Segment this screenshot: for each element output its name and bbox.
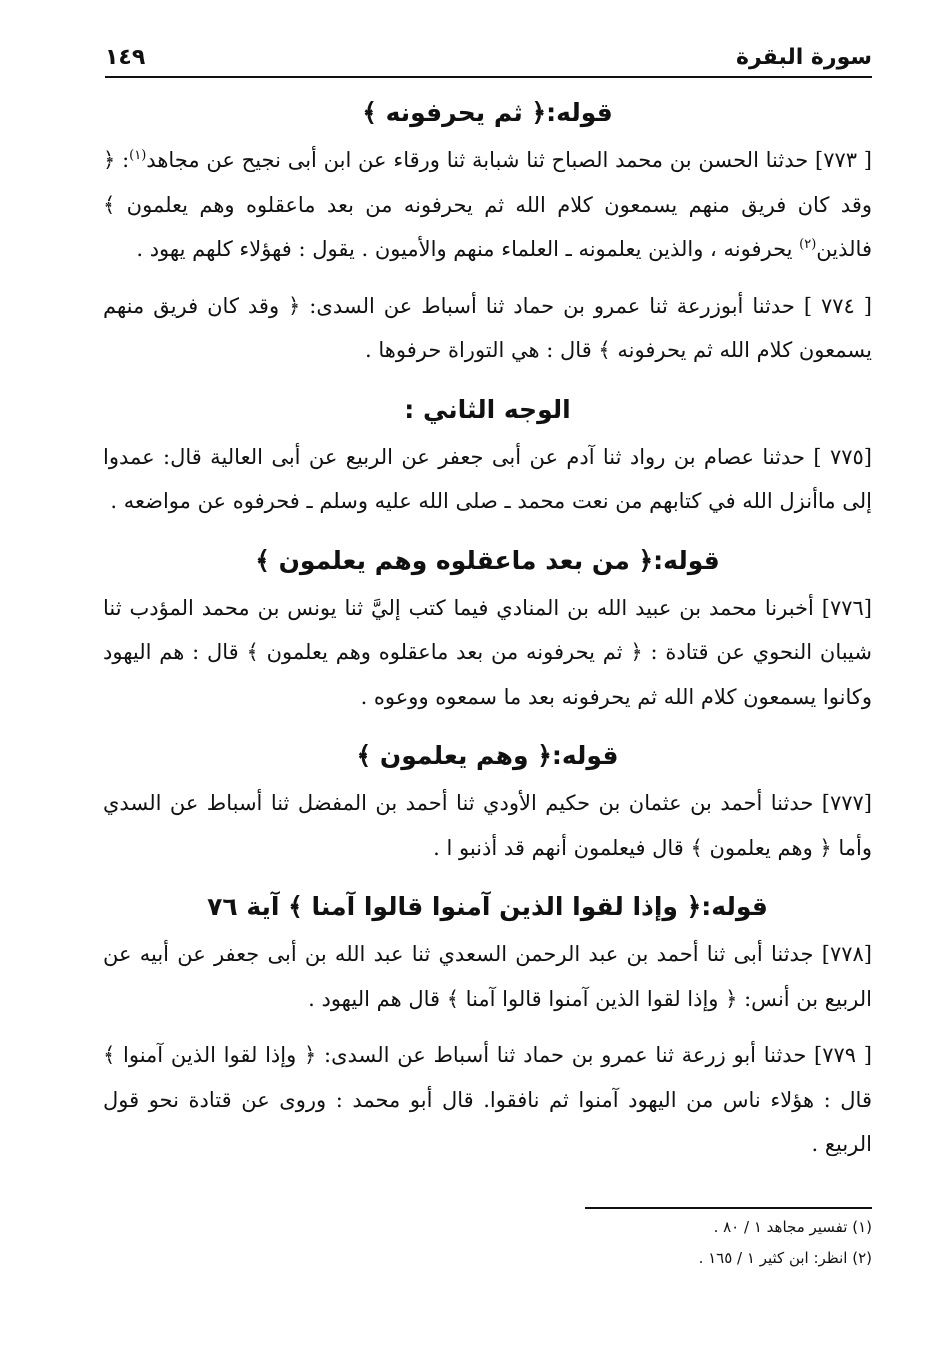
- footnote-1: (١) تفسير مجاهد ١ / ٨٠ .: [713, 1218, 872, 1236]
- narration-773: [ ٧٧٣] حدثنا الحسن بن محمد الصباح ثنا شبابة ثنا ورقاء عن ابن أبى نجيح عن مجاهد$^{(١)}$: ﴿ وقد كان فريق منهم يسمعون كلام الله ثم يحرفونه من بعد ماعقلوه وهم يعلمون ﴾ فالذين$^{(٢)}$ يحرفونه ، والذين يعلمونه ـ العلماء منهم والأميون . يقول : فهؤلاء كلهم يهود .: [103, 148, 873, 261]
- footnotes: [400, 1212, 872, 1274]
- narration-775: [٧٧٥ ] حدثنا عصام بن رواد ثنا آدم عن أبى جعفر عن الربيع عن أبى العالية قال: عمدوا إلى ماأنزل الله في كتابهم من نعت محمد ـ صلى الله عليه وسلم ـ فحرفوه عن مواضعه .: [103, 444, 872, 513]
- section-heading: قوله:﴿ ثم يحرفونه ﴾: [362, 98, 613, 127]
- section-heading: الوجه الثاني :: [404, 394, 571, 424]
- narration-776: [٧٧٦] أخبرنا محمد بن عبيد الله بن المنادي فيما كتب إليَّ ثنا يونس بن محمد المؤدب ثنا شيبان النحوي عن قتادة : ﴿ ثم يحرفونه من بعد ماعقلوه وهم يعلمون ﴾ قال : هم اليهود وكانوا يسمعون كلام الله ثم يحرفونه بعد ما سمعوه ووعوه .: [103, 595, 872, 709]
- footnote-2: (٢) انظر: ابن كثير ١ / ١٦٥ .: [698, 1249, 872, 1267]
- surah-title: سورة البقرة: [735, 45, 872, 70]
- footnote-ref-2[interactable]: (٢): [799, 237, 817, 252]
- footnote-divider: [585, 1207, 872, 1209]
- page-header: [105, 30, 872, 78]
- narration-774: [ ٧٧٤ ] حدثنا أبوزرعة ثنا عمرو بن حماد ثنا أسباط عن السدى: ﴿ وقد كان فريق منهم يسمعون كلام الله ثم يحرفونه ﴾ قال : هي التوراة حرفوها .: [103, 293, 872, 362]
- section-heading: قوله:﴿ من بعد ماعقلوه وهم يعلمون ﴾: [255, 545, 720, 575]
- footnote-ref-1[interactable]: (١): [129, 148, 147, 163]
- narration-778: [٧٧٨] جدثنا أبى ثنا أحمد بن عبد الرحمن السعدي ثنا عبد الله بن أبى جعفر عن أبيه عن الربيع بن أنس: ﴿ وإذا لقوا الذين آمنوا قالوا آمنا ﴾ قال هم اليهود .: [103, 942, 872, 1011]
- page-number: ١٤٩: [105, 45, 146, 70]
- section-heading: قوله:﴿ وهم يعلمون ﴾: [356, 741, 619, 770]
- narration-779: [ ٧٧٩] حدثنا أبو زرعة ثنا عمرو بن حماد ثنا أسباط عن السدى: ﴿ وإذا لقوا الذين آمنوا ﴾ قال : هؤلاء ناس من اليهود آمنوا ثم نافقوا. قال أبو محمد : وروى عن قتادة نحو قول الربيع .: [103, 1043, 872, 1156]
- section-heading: قوله:﴿ وإذا لقوا الذين آمنوا قالوا آمنا ﴾ آية ٧٦: [207, 892, 768, 921]
- main-text: [103, 86, 872, 1179]
- narration-777: [٧٧٧] حدثنا أحمد بن عثمان بن حكيم الأودي ثنا أحمد بن المفضل ثنا أسباط عن السدي وأما ﴿ وهم يعلمون ﴾ قال فيعلمون أنهم قد أذنبو ا .: [103, 791, 872, 860]
